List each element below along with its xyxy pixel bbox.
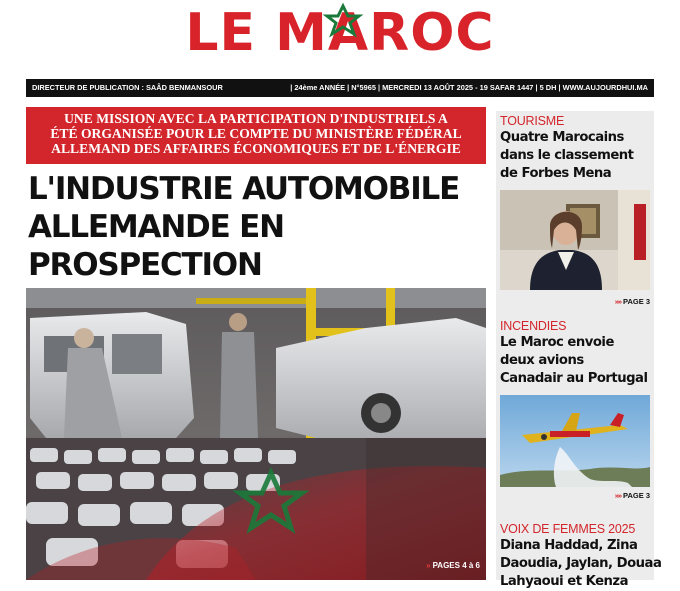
sidebar-title-line: Lahyaoui et Kenza [500, 574, 628, 589]
sidebar-title[interactable] [500, 129, 654, 183]
sidebar-title-line: Quatre Marocains [500, 130, 624, 145]
publication-director: DIRECTEUR DE PUBLICATION : SAÂD BENMANSOUR [32, 83, 223, 92]
canadair-illustration [500, 395, 650, 487]
sidebar-photo-plane[interactable] [500, 395, 650, 487]
sidebar-title-line: de Forbes Mena [500, 166, 612, 181]
sidebar-page-label: PAGE 3 [623, 491, 650, 500]
car-factory-illustration [26, 288, 486, 580]
lead-photo[interactable] [26, 288, 486, 580]
lead-pages-link[interactable] [426, 561, 480, 570]
portrait-illustration [500, 190, 650, 290]
double-arrow-icon: »» [614, 297, 622, 306]
masthead-title: LE MAROC [185, 3, 495, 63]
masthead [0, 0, 680, 70]
lead-kicker-line: ALLEMAND DES AFFAIRES ÉCONOMIQUES ET DE L'ÉNERGIE [51, 140, 461, 156]
info-bar [26, 79, 654, 97]
sidebar-photo-woman[interactable] [500, 190, 650, 290]
sidebar [496, 111, 662, 589]
sidebar-title-line: dans le classement [500, 148, 634, 163]
sidebar-category: TOURISME [500, 114, 565, 128]
sidebar-title-line: Canadair au Portugal [500, 371, 648, 386]
sidebar-category: INCENDIES [500, 319, 567, 333]
sidebar-title-line: Le Maroc envoie [500, 335, 614, 350]
lead-kicker [26, 107, 486, 164]
lead-pages-label: PAGES 4 à 6 [432, 561, 480, 570]
sidebar-title[interactable] [500, 537, 662, 591]
sidebar-title-line: Daoudia, Jaylan, Douaa [500, 556, 662, 571]
issue-info: | 24ème ANNÉE | N°5965 | MERCREDI 13 AOÛT 2025 - 19 SAFAR 1447 | 5 DH | WWW.AUJOURDHUI.MA [290, 83, 648, 92]
sidebar-page-link[interactable] [615, 491, 650, 500]
headline-line: L'INDUSTRIE AUTOMOBILE [28, 171, 460, 207]
headline-line: ALLEMANDE EN PROSPECTION [28, 209, 284, 283]
sidebar-page-link[interactable] [615, 297, 650, 306]
sidebar-title-line: deux avions [500, 353, 584, 368]
sidebar-category: VOIX DE FEMMES 2025 [500, 522, 636, 536]
double-arrow-icon: » [426, 561, 431, 570]
sidebar-title-line: Diana Haddad, Zina [500, 538, 638, 553]
lead-kicker-line: UNE MISSION AVEC LA PARTICIPATION D'INDUSTRIELS A [64, 111, 448, 126]
double-arrow-icon: »» [614, 491, 622, 500]
masthead-logo [150, 2, 530, 63]
sidebar-title[interactable] [500, 334, 654, 388]
sidebar-page-label: PAGE 3 [623, 297, 650, 306]
lead-kicker-line: ÉTÉ ORGANISÉE POUR LE COMPTE DU MINISTÈRE FÉDÉRAL [50, 125, 462, 141]
